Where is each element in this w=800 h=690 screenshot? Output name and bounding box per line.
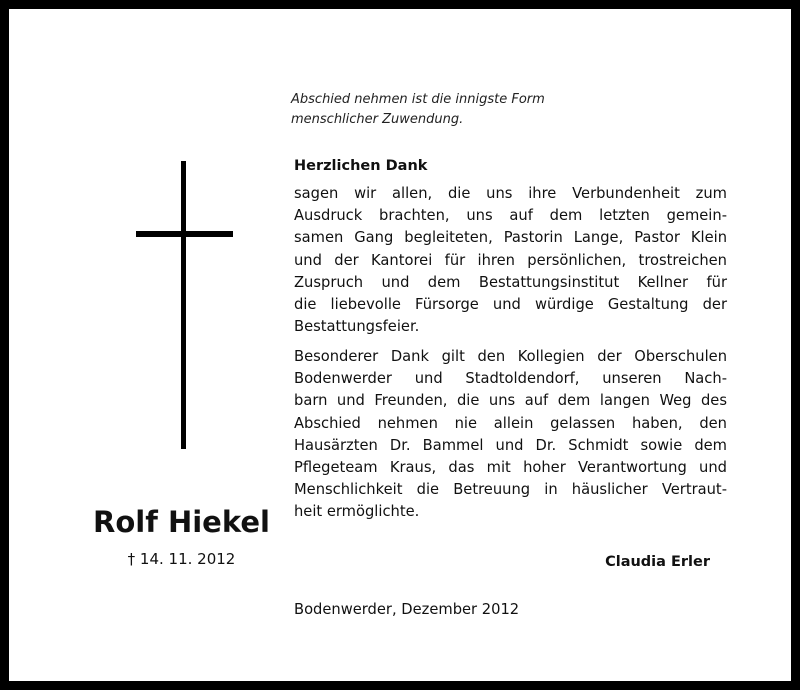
thanks-paragraph-2: [294, 346, 727, 524]
text-line: Bestattungsfeier.: [294, 318, 420, 336]
text-line: Zuspruch und dem Bestattungsinstitut Kellner für: [294, 273, 727, 291]
text-line: heit ermöglichte.: [294, 503, 420, 521]
text-line: Bodenwerder und Stadtoldendorf, unseren Nach-: [294, 370, 727, 388]
cross-icon-bar: [136, 231, 233, 237]
text-line: sagen wir allen, die uns ihre Verbundenheit zum: [294, 185, 727, 202]
thanks-paragraph-1: [294, 183, 727, 338]
place-date: Bodenwerder, Dezember 2012: [294, 601, 520, 618]
text-line: Besonderer Dank gilt den Kollegien der Oberschulen: [294, 348, 727, 365]
text-line: Ausdruck brachten, uns auf dem letzten gemein-: [294, 207, 727, 225]
text-line: Pflegeteam Kraus, das mit hoher Verantwortung und: [294, 459, 727, 477]
text-line: die liebevolle Fürsorge und würdige Gestaltung der: [294, 296, 727, 314]
text-line: und der Kantorei für ihren persönlichen, trostreichen: [294, 251, 727, 269]
text-line: Abschied nehmen nie allein gelassen haben, den: [294, 414, 727, 432]
text-line: Hausärzten Dr. Bammel und Dr. Schmidt sowie dem: [294, 436, 727, 454]
motto-quote: Abschied nehmen ist die innigste Form menschlicher Zuwendung.: [291, 92, 545, 127]
text-line: Menschlichkeit die Betreuung in häuslicher Vertraut-: [294, 481, 727, 499]
text-line: barn und Freunden, die uns auf dem langen Weg des: [294, 392, 727, 410]
thanks-heading: Herzlichen Dank: [294, 158, 428, 174]
death-date: † 14. 11. 2012: [127, 550, 236, 568]
signer-name: Claudia Erler: [605, 554, 710, 570]
cross-icon: [181, 161, 186, 449]
deceased-name: Rolf Hiekel: [93, 505, 270, 539]
text-line: samen Gang begleiteten, Pastorin Lange, Pastor Klein: [294, 229, 727, 247]
